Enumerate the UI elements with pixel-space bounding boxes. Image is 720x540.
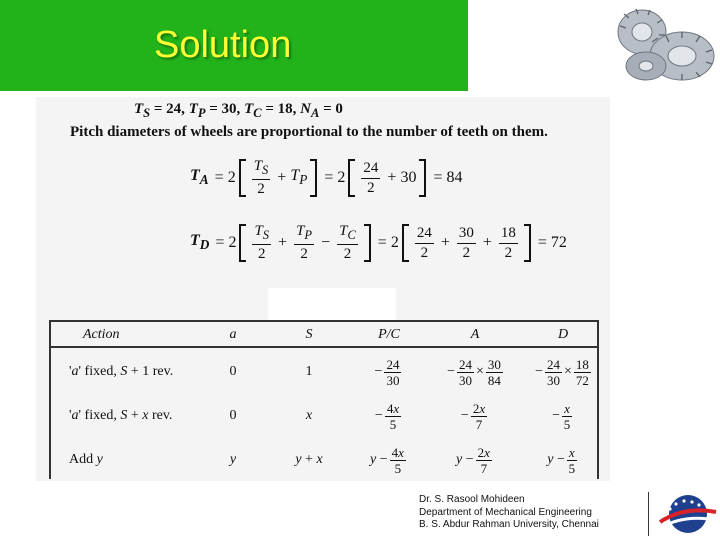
table-cell: x [305,408,313,423]
header-A: A [470,327,480,342]
author-credit [419,494,599,532]
equation-ta: $T_A$ = 2 $\frac{T_S}{2}$ + $T_P$ = 2 $\frac{24}{2}$ + 30 = 84 [190,158,463,197]
table-cell: − $\frac{24}{30}$ × $\frac{18}{72}$ [535,356,589,388]
table-cell: − $\frac{4x}{5}$ [374,400,400,432]
table-cell: 0 [229,364,237,379]
university-logo-icon [654,492,718,536]
table-cell: y [229,452,237,467]
given-values: $T_S = 24$, $T_P = 30$, $T_C = 18$, $N_A = 0$ [134,101,343,120]
department-name: Department of Mechanical Engineering [419,506,592,518]
table-cell: − $\frac{2x}{7}$ [460,400,486,432]
table-cell: y − $\frac{4x}{5}$ [370,444,404,476]
table-cell: y + x [295,452,323,467]
table-cell: − $\frac{24}{30}$ [374,356,400,388]
header-D: D [557,327,569,342]
table-cell: − $\frac{x}{5}$ [552,400,571,432]
university-name: B. S. Abdur Rahman University, Chennai [419,519,599,530]
footer-divider [648,492,649,536]
equation-td: $T_D$ = 2 $\frac{T_S}{2}$ + $\frac{T_P}{2}$ − $\frac{T_C}{2}$ = 2 $\frac{24}{2}$ + $\frac{30}{2}$ + $\frac{18}{2}$ = 72 [190,223,567,262]
bevel-gears-icon [606,2,718,88]
table-cell: y − $\frac{x}{5}$ [547,444,576,476]
statement-text: Pitch diameters of wheels are proportional to the number of teeth on them. [70,124,548,140]
table-row-action: ' a ' fixed, S + x rev. [69,408,173,423]
table-cell: y − $\frac{2x}{7}$ [456,444,490,476]
gear-train-table [49,320,599,479]
table-cell: − $\frac{24}{30}$ × $\frac{30}{84}$ [447,356,501,388]
slide-title: Solution [154,24,292,66]
scan-gap [268,288,396,322]
author-name: Dr. S. Rasool Mohideen [419,494,525,505]
table-header [51,322,597,348]
header-pc: P/C [378,327,400,342]
header-a: a [229,327,237,342]
table-row-action: ' a ' fixed, S + 1 rev. [69,364,174,379]
header-s: S [305,327,313,342]
header-action: Action [83,327,120,342]
table-cell: 0 [229,408,237,423]
table-cell: 1 [305,364,313,379]
table-row-action: Add y [69,452,103,467]
